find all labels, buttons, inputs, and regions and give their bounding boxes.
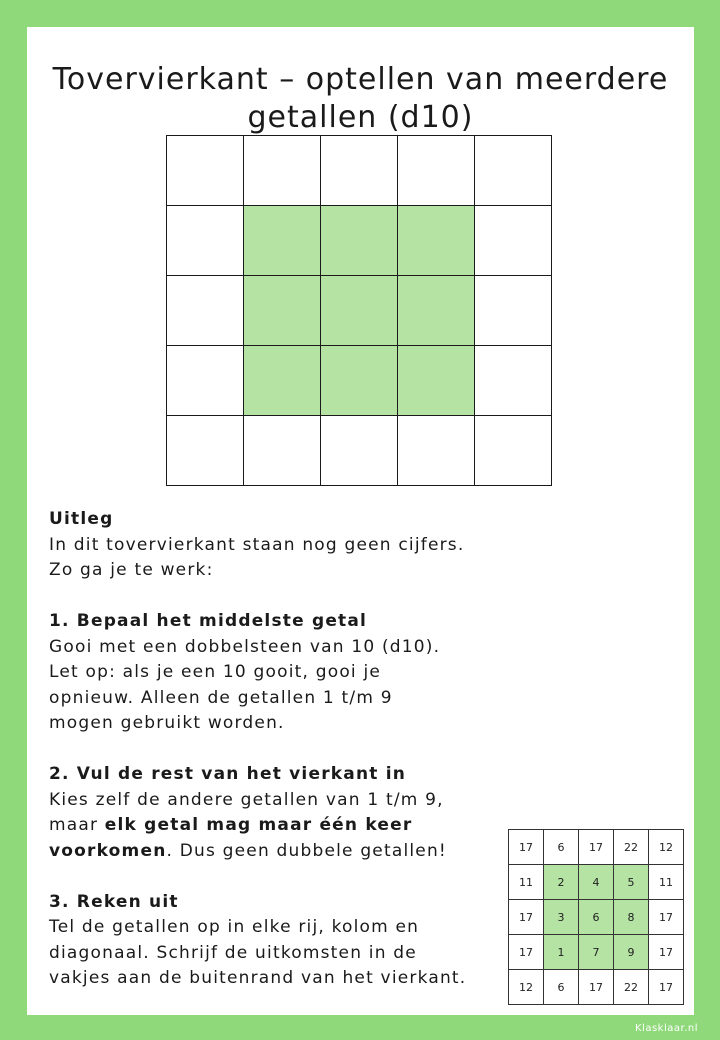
grid-cell-inner[interactable] <box>398 276 475 346</box>
example-cell: 5 <box>614 865 649 900</box>
grid-cell[interactable] <box>244 416 321 486</box>
step1-heading: 1. Bepaal het middelste getal <box>49 611 368 631</box>
step1-line: Let op: als je een 10 gooit, gooi je <box>49 662 382 682</box>
grid-cell[interactable] <box>475 136 552 206</box>
step2-line: maar elk getal mag maar één keer <box>49 815 413 835</box>
step2-emphasis: elk getal mag maar één keer <box>104 815 413 835</box>
grid-cell-inner[interactable] <box>244 276 321 346</box>
step1-line: opnieuw. Alleen de getallen 1 t/m 9 <box>49 687 393 708</box>
grid-cell[interactable] <box>167 136 244 206</box>
example-cell: 11 <box>649 865 684 900</box>
example-cell: 17 <box>649 970 684 1005</box>
grid-cell-middle[interactable] <box>321 276 398 346</box>
example-cell: 9 <box>614 935 649 970</box>
grid-cell[interactable] <box>321 136 398 206</box>
grid-cell[interactable] <box>167 346 244 416</box>
grid-cell[interactable] <box>398 136 475 206</box>
step2-line: voorkomen. Dus geen dubbele getallen! <box>49 840 447 861</box>
example-cell: 17 <box>579 830 614 865</box>
explanation <box>49 507 509 992</box>
example-grid <box>508 829 684 1005</box>
example-cell: 17 <box>649 900 684 935</box>
grid-cell[interactable] <box>244 136 321 206</box>
example-cell: 17 <box>579 970 614 1005</box>
step1-line: mogen gebruikt worden. <box>49 713 285 733</box>
step3-line: diagonaal. Schrijf de uitkomsten in de <box>49 942 417 963</box>
example-cell: 3 <box>544 900 579 935</box>
footer-credit: Klasklaar.nl <box>635 1023 698 1034</box>
example-cell: 6 <box>579 900 614 935</box>
step3-heading: 3. Reken uit <box>49 891 179 912</box>
grid-cell[interactable] <box>167 276 244 346</box>
step2-line: Kies zelf de andere getallen van 1 t/m 9, <box>49 789 444 810</box>
grid-cell[interactable] <box>167 416 244 486</box>
example-cell: 22 <box>614 830 649 865</box>
grid-cell-inner[interactable] <box>398 346 475 416</box>
grid-cell[interactable] <box>167 206 244 276</box>
step2-heading: 2. Vul de rest van het vierkant in <box>49 764 407 784</box>
grid-cell-inner[interactable] <box>244 346 321 416</box>
explanation-heading: Uitleg <box>49 509 114 529</box>
example-cell: 6 <box>544 830 579 865</box>
example-cell: 17 <box>509 830 544 865</box>
grid-cell[interactable] <box>475 206 552 276</box>
title-line-2: getallen (d10) <box>247 100 474 136</box>
magic-square-grid <box>166 135 552 486</box>
title-line-1: Tovervierkant – optellen van meerdere <box>52 62 669 98</box>
example-cell: 1 <box>544 935 579 970</box>
grid-cell-inner[interactable] <box>244 206 321 276</box>
example-cell: 2 <box>544 865 579 900</box>
step1-line: Gooi met een dobbelsteen van 10 (d10). <box>49 636 441 657</box>
example-cell: 7 <box>579 935 614 970</box>
step3-line: Tel de getallen op in elke rij, kolom en <box>49 917 420 937</box>
example-cell: 6 <box>544 970 579 1005</box>
example-cell: 22 <box>614 970 649 1005</box>
example-cell: 12 <box>509 970 544 1005</box>
example-cell: 12 <box>649 830 684 865</box>
example-cell: 17 <box>509 900 544 935</box>
example-cell: 8 <box>614 900 649 935</box>
worksheet <box>27 27 694 1015</box>
grid-cell-inner[interactable] <box>321 206 398 276</box>
grid-cell[interactable] <box>321 416 398 486</box>
example-cell: 17 <box>649 935 684 970</box>
grid-cell[interactable] <box>475 346 552 416</box>
example-cell: 4 <box>579 865 614 900</box>
step2-emphasis: voorkomen <box>49 840 167 861</box>
grid-cell-inner[interactable] <box>321 346 398 416</box>
intro-line: Zo ga je te werk: <box>49 560 214 580</box>
intro-line: In dit tovervierkant staan nog geen cijfers. <box>49 534 465 555</box>
step3-line: vakjes aan de buitenrand van het vierkant. <box>49 968 467 988</box>
grid-cell[interactable] <box>398 416 475 486</box>
page-title <box>27 61 694 137</box>
grid-cell-inner[interactable] <box>398 206 475 276</box>
example-cell: 11 <box>509 865 544 900</box>
grid-cell[interactable] <box>475 276 552 346</box>
grid-cell[interactable] <box>475 416 552 486</box>
example-cell: 17 <box>509 935 544 970</box>
